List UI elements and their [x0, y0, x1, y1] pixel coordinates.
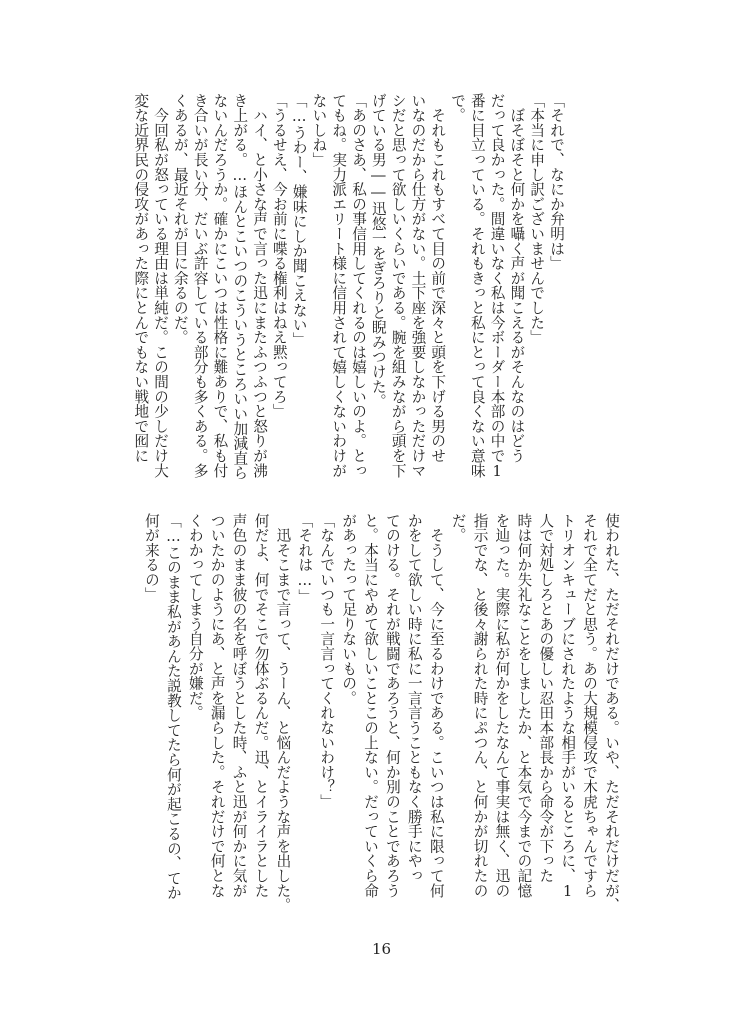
text-column: ないんだろうか。確かにこいつは性格に難ありで、私も付: [211, 93, 229, 478]
text-column: と。本当にやめて欲しいことこの上ない。だっていくら命: [362, 513, 380, 898]
text-column: 今回私が怒っている理由は単純だ。この間の少しだけ大: [152, 93, 170, 478]
text-column: き合いが長い分、だいぶ許容している部分も多くある。多: [191, 93, 209, 478]
text-column: があったって足りないもの。: [340, 513, 358, 706]
text-column: げている男――迅悠一をぎろりと睨みつけた。: [369, 93, 387, 409]
text-column: 時は何か失礼なことをしましたか、と本気で今までの記憶: [515, 513, 533, 898]
text-column: だ。: [449, 513, 467, 543]
text-column: を辿った。実際に私が何かをしたなんて事実は無く、迅の: [493, 513, 511, 898]
text-column: ハイ、と小さな声で言った迅にまたふつふつと怒りが沸: [251, 93, 269, 478]
text-column: そうして、今に至るわけである。こいつは私に限って何: [427, 513, 445, 898]
text-column: 使われた、ただそれだけである。いや、ただそれだけだが、: [603, 513, 620, 913]
text-column: 番に目立っている。それもきっと私にとって良くない意味: [468, 93, 486, 478]
text-column: 「それで、なにか弁明は」: [548, 93, 565, 271]
text-column: トリオンキューブにされたような相手がいるところに、1: [559, 513, 577, 901]
text-column: いなのだから仕方がない。土下座を強要しなかっただけマ: [409, 93, 427, 478]
text-column: ついたかのようにあ、と声を漏らした。それだけで何とな: [208, 513, 226, 898]
text-column: 変な近界民の侵攻があった際にとんでもない戦地で囮に: [132, 93, 150, 463]
text-column: 人で対処しろとあの優しい忍田本部長から命令が下った: [537, 513, 555, 883]
text-column: 「なんでいつも一言言ってくれないわけ？」: [318, 513, 336, 809]
text-column: ないしね」: [310, 93, 328, 167]
text-column: くあるが、最近それが目に余るのだ。: [171, 93, 189, 345]
text-column: で。: [449, 93, 467, 123]
upper-text-block: [130, 93, 566, 488]
text-column: 「あのさあ、私の事信用してくれるのは嬉しいのよ。とっ: [350, 93, 368, 478]
text-column: 何が来るの」: [142, 513, 160, 602]
text-column: 迅そこまで言って、うーん、と悩んだような声を出した。: [274, 513, 292, 913]
text-column: シだと思って欲しいくらいである。腕を組みながら頭を下: [389, 93, 407, 478]
text-column: き上がる。…ほんとこいつのこういうところいい加減直ら: [231, 93, 249, 481]
text-column: 指示でな、と後々謝られた時にぷつん、と何かが切れたの: [471, 513, 489, 898]
text-column: くわかってしまう自分が嫌だ。: [186, 513, 204, 721]
lower-text-block: [140, 513, 622, 913]
text-column: それで全てだと思う。あの大規模侵攻で木虎ちゃんですら: [581, 513, 599, 898]
text-column: 「本当に申し訳ございませんでした」: [528, 93, 546, 345]
text-column: ぼそぼそと何かを囁く声が聞こえるがそんなのはどう: [508, 93, 526, 463]
text-column: 声色のまま彼の名を呼ぼうとした時、ふと迅が何かに気が: [230, 513, 248, 898]
text-column: てもね。実力派エリート様に信用されて嬉しくないわけが: [330, 93, 348, 478]
text-column: 「それは…」: [296, 513, 314, 605]
text-column: 何だよ、何でそこで勿体ぶるんだ。迅、とイライラとした: [252, 513, 270, 898]
text-column: 「…このまま私があんた説教してたら何が起こるの、てか: [164, 513, 182, 901]
page-number: 16: [372, 940, 392, 958]
text-column: 「…うわー、嫌味にしか聞こえない」: [290, 93, 308, 347]
text-column: それもこれもすべて目の前で深々と頭を下げる男のせ: [429, 93, 447, 463]
text-column: 「うるせえ、今お前に喋る権利はねえ黙ってろ」: [270, 93, 288, 419]
text-column: てのける。それが戦闘であろうと、何か別のことであろう: [383, 513, 401, 898]
text-column: だって良かった。間違いなく私は今ボーダー本部の中で1: [488, 93, 506, 481]
text-column: かをして欲しい時に私に一言言うこともなく勝手にやっ: [405, 513, 423, 883]
